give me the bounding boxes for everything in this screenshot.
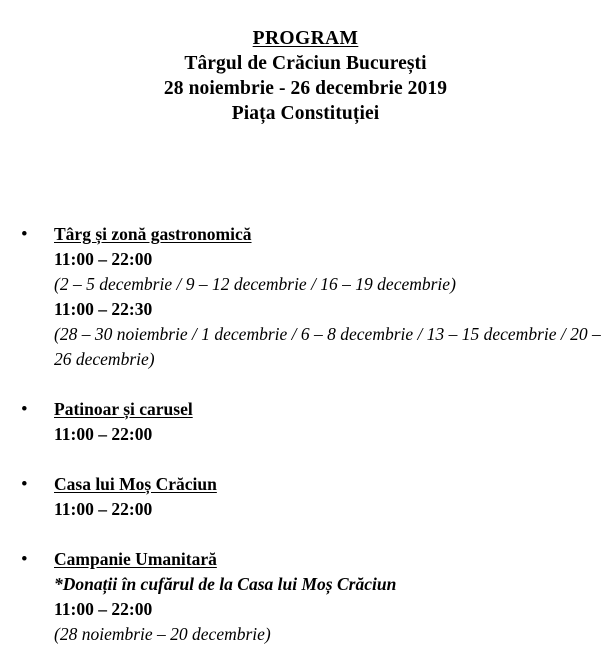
section-lines	[54, 572, 611, 647]
document-header	[0, 0, 611, 126]
program-section	[0, 222, 611, 372]
opening-hours: 11:00 – 22:00	[54, 599, 153, 619]
opening-hours: 11:00 – 22:00	[54, 499, 153, 519]
section-heading: Campanie Umanitară	[54, 549, 217, 569]
opening-hours: 11:00 – 22:00	[54, 424, 153, 444]
applicable-dates: (28 noiembrie – 20 decembrie)	[54, 624, 271, 644]
program-section	[0, 397, 611, 447]
section-heading: Patinoar și carusel	[54, 399, 193, 419]
page-title: PROGRAM	[252, 28, 359, 49]
header-list-spacer	[0, 126, 611, 222]
header-subtitle-event-name: Târgul de Crăciun București	[184, 53, 427, 74]
section-heading: Casa lui Moș Crăciun	[54, 474, 217, 494]
program-list	[0, 222, 611, 647]
bullet-icon: •	[21, 474, 28, 495]
section-lines	[54, 247, 611, 372]
section-note: *Donații în cufărul de la Casa lui Moș Crăciun	[54, 574, 397, 594]
program-section	[0, 547, 611, 647]
header-subtitle-location: Piața Constituției	[231, 103, 380, 124]
program-section	[0, 472, 611, 522]
bullet-icon: •	[21, 549, 28, 570]
opening-hours: 11:00 – 22:00	[54, 249, 153, 269]
bullet-icon: •	[21, 399, 28, 420]
header-subtitle-date-range: 28 noiembrie - 26 decembrie 2019	[163, 78, 448, 99]
opening-hours: 11:00 – 22:30	[54, 299, 153, 319]
section-lines	[54, 422, 611, 447]
applicable-dates: (2 – 5 decembrie / 9 – 12 decembrie / 16 – 19 decembrie)	[54, 274, 456, 294]
section-heading: Târg și zonă gastronomică	[54, 224, 252, 244]
applicable-dates: (28 – 30 noiembrie / 1 decembrie / 6 – 8 decembrie / 13 – 15 decembrie / 20 – 26 decembrie)	[54, 324, 601, 369]
section-lines	[54, 497, 611, 522]
bullet-icon: •	[21, 224, 28, 245]
